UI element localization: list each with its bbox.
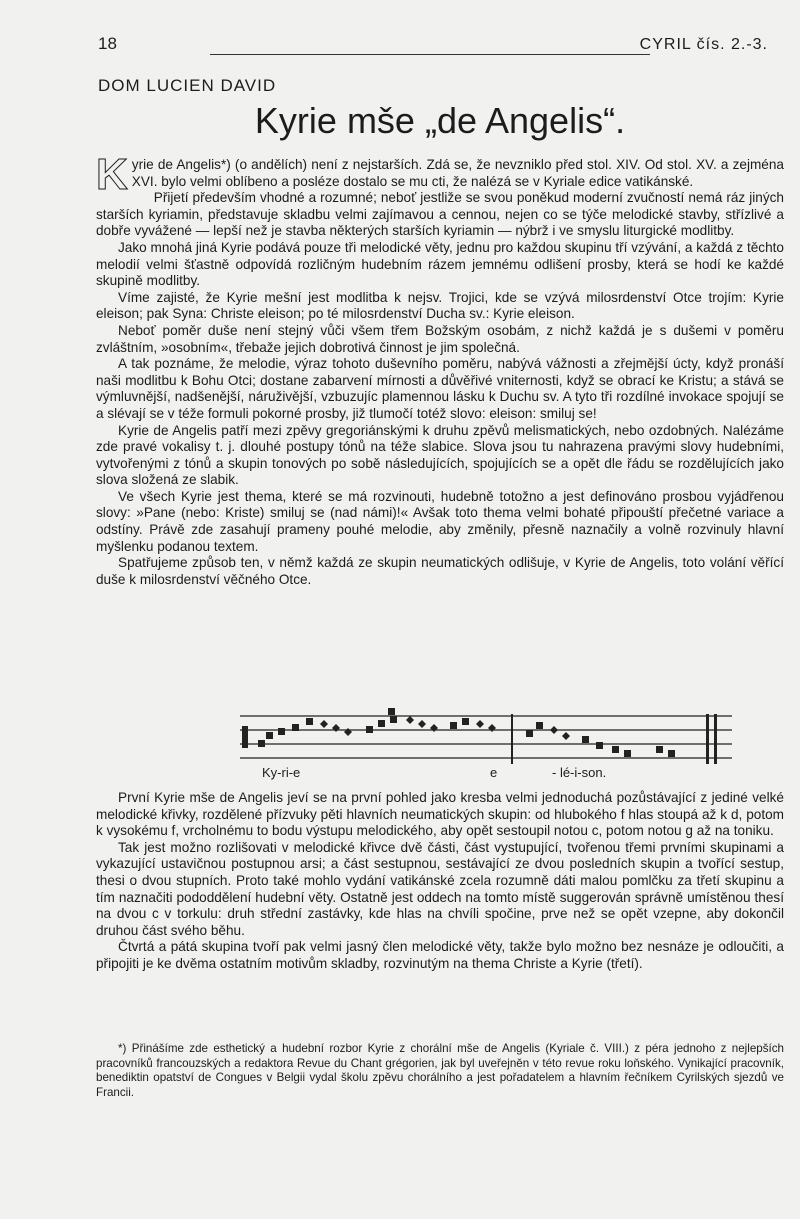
paragraph-text: yrie de Angelis*) (o andělích) není z nejstarších. Zdá se, že nevzniklo před stol. XIV. Od stol. XV. a zejména XVI. bylo velmi oblíbeno a posléze dostalo se mu cti, že nalézá se v Kyriale edice vatikánské.	[131, 157, 784, 189]
footnote	[96, 1042, 784, 1100]
page-number: 18	[98, 34, 117, 53]
paragraph-11: Tak jest možno rozlišovati v melodické křivce dvě části, část vystupující, tvořenou třemi prvními skupinami a vykazující ustavičnou postupnou arsi; a část sestupnou, sestávající ze dvou posledních skupin a tvořící sestup, thesi o dvou stupních. Proto také mohlo vydání vatikánské zcela rozumně dáti malou pomlčku za třetí skupinu a tím naznačiti pododdělení hudební věty. Ostatně jest oddech na tomto místě suggerován správně umístěnou thesí na dvou c v torkulu: druh střední zastávky, kde hlas na chvíli spočine, prve než se opět vzepne, aby dokončil druhou část svého běhu.	[96, 839, 784, 938]
paragraph-3: Jako mnohá jiná Kyrie podává pouze tři melodické věty, jednu pro každou skupinu tří vzývání, a každá z těchto melodií velmi šťastně odpovídá rozličným hudebním rázem jemnému odlišení prosby, která se hodí ke každé skupině modlitby.	[96, 239, 784, 289]
page-header	[98, 34, 778, 58]
paragraph-2: Přijetí především vhodné a rozumné; neboť jestliže se svou poněkud moderní zvučností nemá ráz jiných starších kyriamin, představuje skladbu velmi zajímavou a cennou, nejen co se týče melodické stavby, střízlivé a dobře vyvážené — lepší než je stavba některých starších kyriamin — nýbrž i ve smyslu liturgické modlitby.	[96, 190, 784, 239]
paragraph-10: První Kyrie mše de Angelis jeví se na první pohled jako kresba velmi jednoduchá pozůstávající z jediné velké melodické křivky, rozdělené přízvuky pěti hlavních neumatických skupin: od hlubokého f hlas stoupá až k d, potom k vysokému f, vrcholnému to bodu výstupu melodického, aby opět sestoupil notou c, potom notou g až na toniku.	[96, 790, 784, 839]
header-rule	[210, 54, 650, 55]
article-title: Kyrie mše „de Angelis“.	[254, 100, 626, 141]
article-author: DOM LUCIEN DAVID	[98, 76, 277, 95]
drop-cap: K	[96, 150, 128, 199]
paragraph-1	[96, 150, 784, 199]
paragraph-4: Víme zajisté, že Kyrie mešní jest modlitba k nejsv. Trojici, kde se vzývá milosrdenství Otce trojím: Kyrie eleison; pak Syna: Christe eleison; po té milosrdenství Ducha sv.: Kyrie eleison.	[96, 289, 784, 322]
lyric-syllable: e	[490, 765, 498, 780]
paragraph-12: Čtvrtá a pátá skupina tvoří pak velmi jasný člen melodické věty, takže bylo možno bez nesnáze je odloučiti, a připojiti je ke dvěma ostatním motivům skladby, rozvinutým na thema Christe a Kyrie (třetí).	[96, 939, 784, 971]
footnote-text: *) Přinášíme zde esthetický a hudební rozbor Kyrie z chorální mše de Angelis (Kyriale č. VIII.) z péra jednoho z nejlepších pracovníků francouzských a redaktora Revue du Chant grégorien, jak byl uveřejněn v této revue roku loňského. Vynikající pracovník, benediktin opatství de Congues v Belgii vydal školu zpěvu chorálního a jest pořadatelem a hlavním řečníkem Cyrilských sjezdů ve Francii.	[96, 1042, 784, 1099]
lyric-syllable: - lé-i-son.	[552, 765, 607, 780]
journal-title: CYRIL čís. 2.-3.	[639, 36, 768, 53]
article-body	[96, 150, 784, 588]
lyric-syllable: Ky-ri-e	[262, 765, 301, 780]
paragraph-5: Neboť poměr duše není stejný vůči všem třem Božským osobám, z nichž každá je s dušemi v poměru zvláštním, »osobním«, třebaže jejich dobrotivá činnost je jim společná.	[96, 322, 784, 355]
paragraph-6: A tak poznáme, že melodie, výraz tohoto duševního poměru, nabývá vážnosti a zřejmější úcty, když pronáší naši modlitbu k Bohu Otci; dostane zabarvení mírnosti a důvěřivé vniternosti, když se obrací ke Kristu; a stává se výmluvnější, nadšenější, náruživější, vzbuzujíc plamennou lásku k Duchu sv. A tyto tři rozdílné invokace spojují se a slévají se v téže formuli pokorné prosby, již tlumočí totéž slovo: eleison: smiluj se!	[96, 356, 784, 421]
paragraph-9: Spatřujeme způsob ten, v němž každá ze skupin neumatických odlišuje, v Kyrie de Angelis, toto volání věřící duše k milosrdenství věčného Otce.	[96, 555, 784, 587]
paragraph-8: Ve všech Kyrie jest thema, které se má rozvinouti, hudebně totožno a jest definováno prosbou vyjádřenou slovy: »Pane (nebo: Kriste) smiluj se (nad námi)!« Avšak toto thema velmi bohaté připouští přečetné variace a odstíny. Právě zde zasahují prameny pouhé melodie, aby změnily, přesně naznačily a volně rozvinuly hlavní myšlenku podanou textem.	[96, 488, 784, 554]
paragraph-7: Kyrie de Angelis patří mezi zpěvy gregoriánskými k druhu zpěvů melismatických, nebo ozdobných. Nalézáme zde pravé vokalisy t. j. dlouhé postupy tónů na téže slabice. Slova jsou tu nahrazena pravými slovy hudebními, vytvořenými z tónů a skupin tonových po sobě následujících, spojujících se a opět dle řádu se rozdělujících jako slova složená ze slabik.	[96, 422, 784, 488]
chant-lyrics	[262, 765, 662, 783]
article-body-continued	[96, 790, 784, 973]
